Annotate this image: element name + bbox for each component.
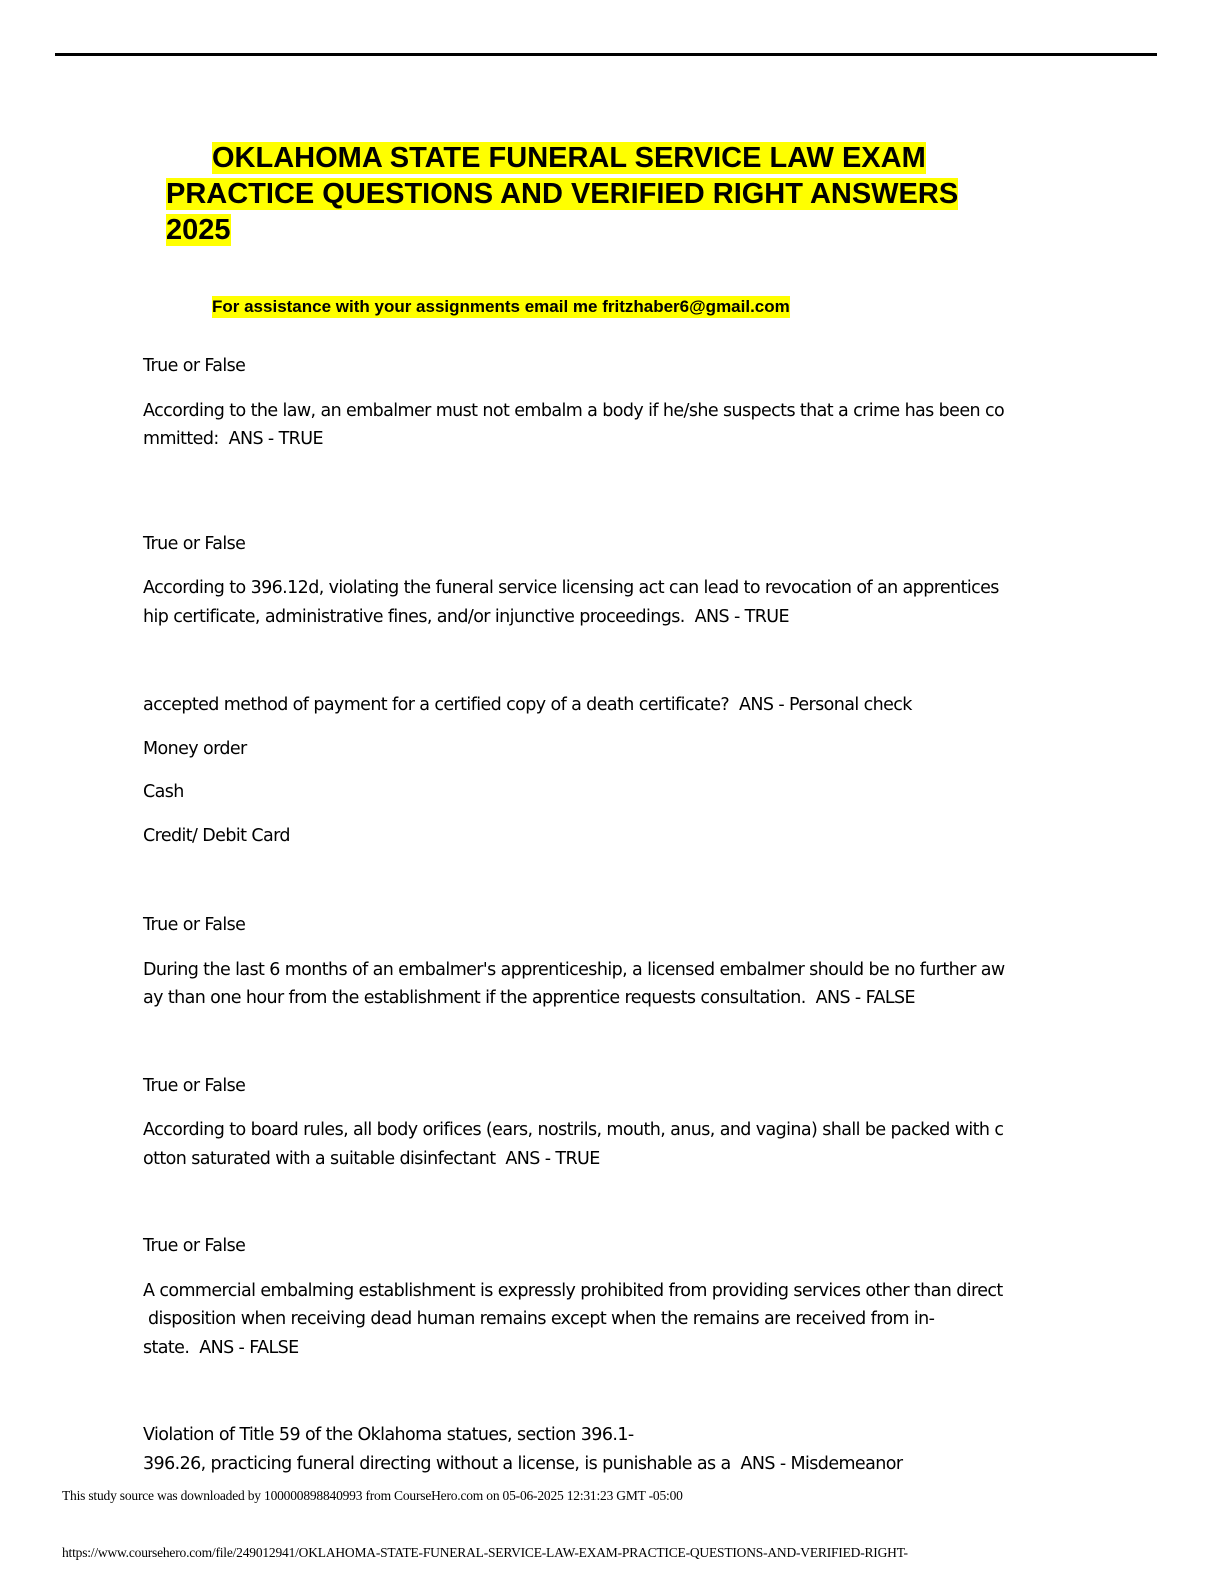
question-label: True or False [143,1075,246,1096]
assistance-notice: For assistance with your assignments email me fritzhaber6@gmail.com [212,297,790,316]
question-text: Violation of Title 59 of the Oklahoma statues, section 396.1- 396.26, practicing funeral directing without a license, is punishable as a ANS - Misdemeanor [143,1425,903,1474]
download-source-note: This study source was downloaded by 100000898840993 from CourseHero.com on 05-06-2025 12:31:23 GMT -05:00 [62,1488,683,1503]
title-line-3: 2025 [166,214,231,246]
answer-option: Credit/ Debit Card [143,825,290,846]
source-url[interactable]: https://www.coursehero.com/file/249012941/OKLAHOMA-STATE-FUNERAL-SERVICE-LAW-EXAM-PRACTICE-QUESTIONS-AND-VERIFIED-RIGHT- [62,1545,908,1560]
question-label: True or False [143,533,246,554]
question-label: True or False [143,356,246,376]
answer-option: Money order [143,738,247,759]
question-label: True or False [143,915,246,935]
question-list [143,352,1073,1478]
question-text: According to board rules, all body orifices (ears, nostrils, mouth, anus, and vagina) shall be packed with c otton saturated with a suitable disinfectant ANS - TRUE [143,1120,1004,1169]
title-line-2: PRACTICE QUESTIONS AND VERIFIED RIGHT ANSWERS [166,178,959,210]
document-title [166,140,1046,248]
header-rule [55,53,1157,56]
question-text: accepted method of payment for a certified copy of a death certificate? ANS - Personal check [143,695,912,715]
question-text: A commercial embalming establishment is expressly prohibited from providing services other than direct disposition when receiving dead human remains except when the remains are received from in- state. ANS - FALSE [143,1280,1003,1358]
question-text: According to 396.12d, violating the funeral service licensing act can lead to revocation of an apprentices hip certificate, administrative fines, and/or injunctive proceedings. ANS - TRUE [143,578,999,627]
question-label: True or False [143,1236,246,1256]
title-line-1: OKLAHOMA STATE FUNERAL SERVICE LAW EXAM [212,142,926,174]
question-text: According to the law, an embalmer must not embalm a body if he/she suspects that a crime has been co mmitted: ANS - TRUE [143,400,1005,449]
answer-option: Cash [143,782,184,802]
question-text: During the last 6 months of an embalmer's apprenticeship, a licensed embalmer should be no further aw ay than one hour from the establishment if the apprentice requests consultation. ANS - FALSE [143,959,1005,1008]
